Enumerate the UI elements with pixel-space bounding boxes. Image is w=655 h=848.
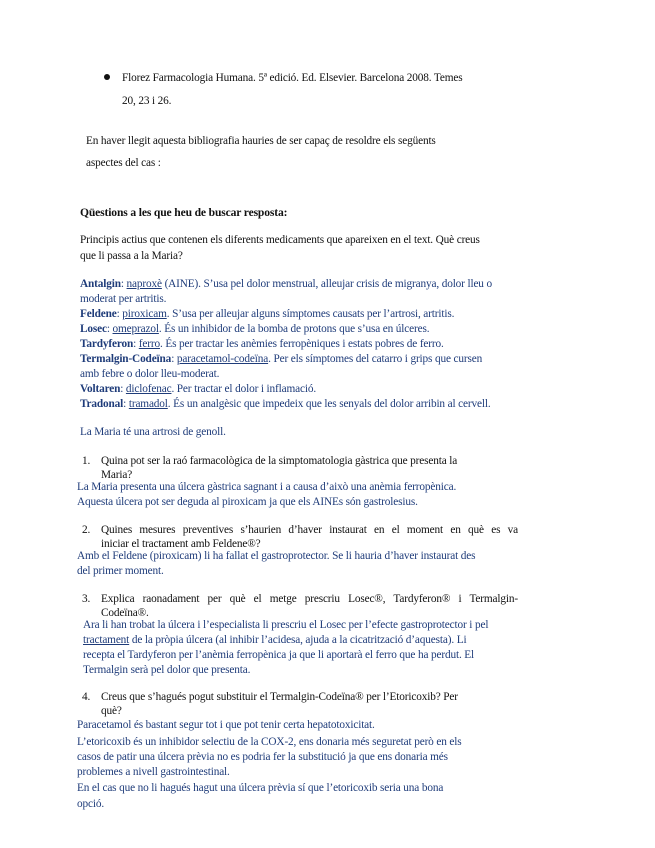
q1-line-1: Quina pot ser la raó farmacològica de la simptomatologia gàstrica que presenta la <box>101 455 458 467</box>
drug-name: Voltaren <box>80 383 121 395</box>
maria-statement: La Maria té una artrosi de genoll. <box>80 426 226 438</box>
q4-answer-1: Paracetamol és bastant segur tot i que pot tenir certa hepatotoxicitat. <box>77 719 375 731</box>
principis-line-1: Principis actius que contenen els diferents medicaments que apareixen en el text. Què creus <box>80 234 480 246</box>
bibliography-line-1: Florez Farmacologia Humana. 5ª edició. Ed. Elsevier. Barcelona 2008. Temes <box>122 72 463 84</box>
drug-name: Termalgin-Codeïna <box>80 353 172 365</box>
drug-name: Tardyferon <box>80 338 134 350</box>
drug-termalgin-codeina: Termalgin-Codeïna: paracetamol-codeïna. Per els símptomes del catarro i grips que cursen <box>80 353 483 365</box>
q3-answer-4: Termalgin serà pel dolor que presenta. <box>83 664 251 676</box>
active-ingredient-link[interactable]: diclofenac <box>125 383 172 395</box>
q3-line-2: Codeïna®. <box>101 607 149 619</box>
q3-answer-2: tractament de la pròpia úlcera (al inhibir l’acidesa, ajuda a la cicatrització d’aquesta). Li <box>83 634 467 646</box>
drug-voltaren: Voltaren: diclofenac. Per tractar el dolor i inflamació. <box>80 383 316 395</box>
q3-line-1: Explica raonadament per què el metge prescriu Losec®, Tardyferon® i Termalgin- <box>101 593 518 605</box>
intro-line-1: En haver llegit aquesta bibliografia hauries de ser capaç de resoldre els següents <box>86 135 436 147</box>
q1-line-2: Maria? <box>101 469 133 481</box>
q4-answer-6: opció. <box>77 798 105 810</box>
q4-answer-5: En el cas que no li hagués hagut una úlcera prèvia sí que l’etoricoxib seria una bona <box>77 782 444 794</box>
q4-answer-2: L’etoricoxib és un inhibidor selectiu de la COX-2, ens donaria més seguretat però en els <box>77 736 462 748</box>
drug-name: Feldene <box>80 308 117 320</box>
active-ingredient-link[interactable]: ferro <box>138 338 160 350</box>
q2-answer-2: del primer moment. <box>77 565 164 577</box>
q3-answer-3: recepta el Tardyferon per l’anèmia ferropènica ja que li aportarà el ferro que ha perdut. El <box>83 649 475 661</box>
principis-line-2: que li passa a la Maria? <box>80 250 183 262</box>
intro-line-2: aspectes del cas : <box>86 157 161 169</box>
drug-name: Losec <box>80 323 107 335</box>
q4-line-2: què? <box>101 705 122 717</box>
active-ingredient-link[interactable]: tramadol <box>128 398 168 410</box>
drug-name: Antalgin <box>80 278 121 290</box>
q2-line-2: iniciar el tractament amb Feldene®? <box>101 538 261 550</box>
q2-number: 2. <box>82 524 91 536</box>
drug-tradonal: Tradonal: tramadol. És un analgèsic que impedeix que les senyals del dolor arribin al cervell. <box>80 398 491 410</box>
tractament-link[interactable]: tractament <box>83 634 130 646</box>
questions-heading: Qüestions a les que heu de buscar resposta: <box>80 206 288 219</box>
q1-number: 1. <box>82 455 91 467</box>
active-ingredient-link[interactable]: naproxè <box>126 278 162 290</box>
q4-number: 4. <box>82 691 91 703</box>
q2-line-1: Quines mesures preventives s’haurien d’haver instaurat en el moment en què es va <box>101 524 518 536</box>
q1-answer-2: Aquesta úlcera pot ser deguda al piroxicam ja que els AINEs són gastrolesius. <box>77 496 418 508</box>
drug-antalgin: Antalgin: naproxè (AINE). S’usa pel dolor menstrual, alleujar crisis de migranya, dolor lleu o <box>80 278 492 290</box>
q3-number: 3. <box>82 593 91 605</box>
drug-tardyferon: Tardyferon: ferro. És per tractar les anèmies ferropèniques i estats pobres de ferro. <box>80 338 444 350</box>
q1-answer-1: La Maria presenta una úlcera gàstrica sagnant i a causa d’això una anèmia ferropènica. <box>77 481 457 493</box>
active-ingredient-link[interactable]: piroxicam <box>122 308 167 320</box>
drug-antalgin-line-2: moderat per artritis. <box>80 293 167 305</box>
active-ingredient-link[interactable]: omeprazol <box>112 323 159 335</box>
active-ingredient-link[interactable]: paracetamol-codeïna <box>176 353 269 365</box>
q2-answer-1: Amb el Feldene (piroxicam) li ha fallat el gastroprotector. Se li hauria d’haver instaurat des <box>77 550 476 562</box>
drug-termalgin-line-2: amb febre o dolor lleu-moderat. <box>80 368 220 380</box>
q3-answer-1: Ara li han trobat la úlcera i l’especialista li prescriu el Losec per l’efecte gastroprotector i pel <box>83 619 489 631</box>
q4-answer-4: problemes a nivell gastrointestinal. <box>77 766 230 778</box>
bibliography-line-2: 20, 23 i 26. <box>122 95 172 107</box>
drug-feldene: Feldene: piroxicam. S’usa per alleujar alguns símptomes causats per l’artrosi, artritis. <box>80 308 455 320</box>
q4-answer-3: casos de patir una úlcera prèvia no es podria fer la substitució ja que ens donaria més <box>77 751 448 763</box>
drug-losec: Losec: omeprazol. És un inhibidor de la bomba de protons que s’usa en úlceres. <box>80 323 430 335</box>
q4-line-1: Creus que s’hagués pogut substituir el Termalgin-Codeïna® per l’Etoricoxib? Per <box>101 691 458 703</box>
bullet-icon <box>104 74 110 80</box>
drug-name: Tradonal <box>80 398 124 410</box>
